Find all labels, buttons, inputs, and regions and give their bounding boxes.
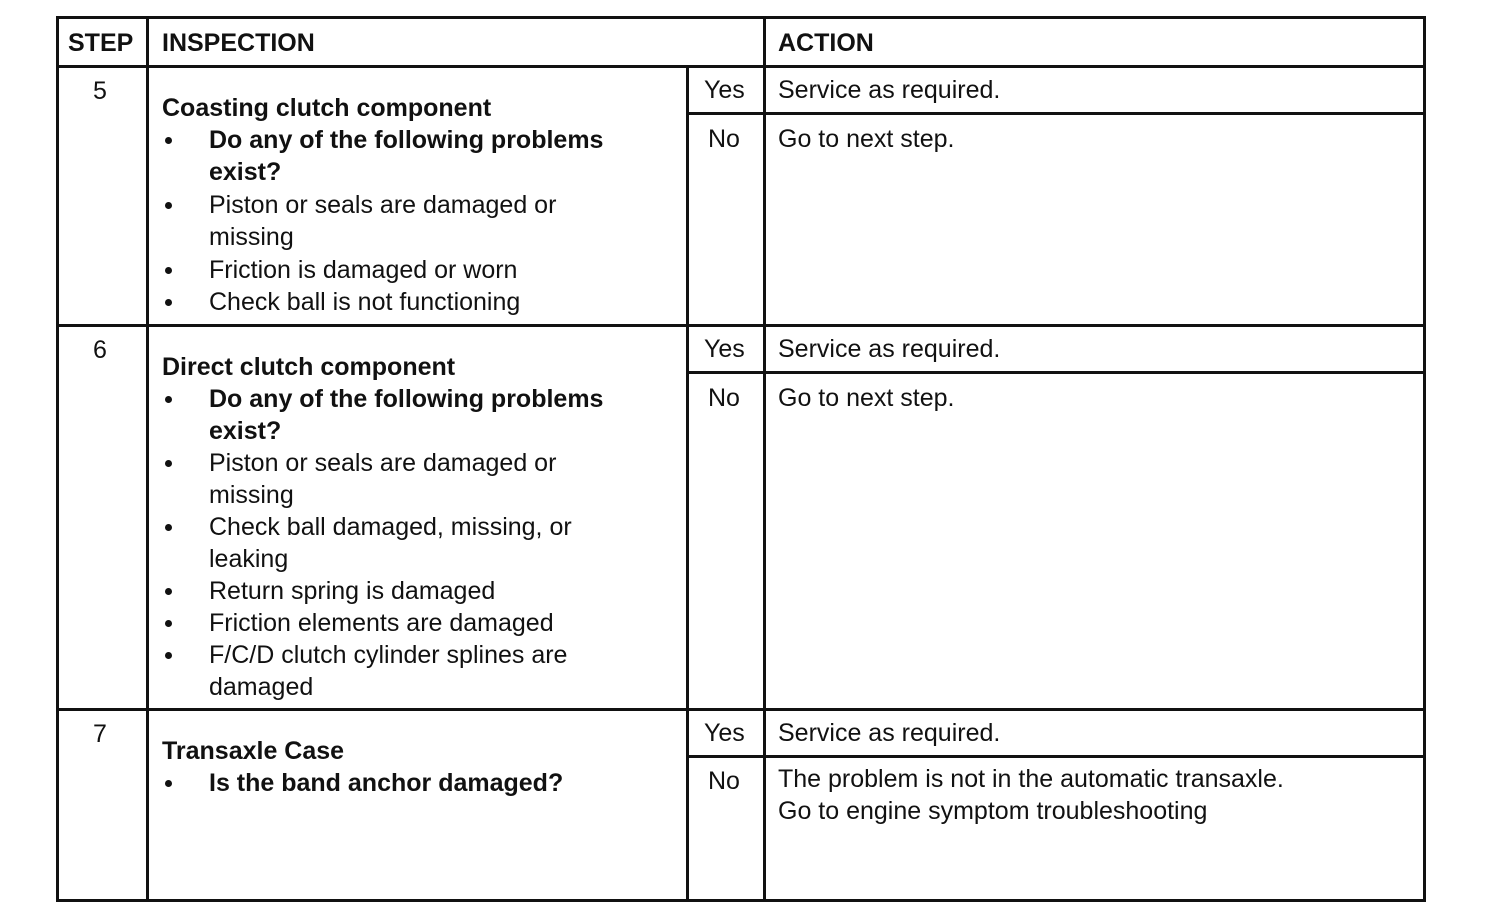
table-border-top — [56, 16, 1426, 19]
header-action: ACTION — [778, 29, 874, 57]
inspection-item: Piston or seals are damaged or — [209, 449, 557, 477]
bullet-icon — [165, 396, 172, 403]
divider-step-6-7 — [56, 708, 1426, 711]
no-label: No — [708, 125, 740, 153]
divider-step-5-6 — [56, 324, 1426, 327]
divider-yes-no-7 — [686, 755, 1426, 758]
inspection-item-cont: missing — [209, 223, 294, 251]
divider-action-column — [763, 16, 766, 902]
divider-step-column — [146, 16, 149, 902]
no-label: No — [708, 767, 740, 795]
bullet-icon — [165, 137, 172, 144]
inspection-question-cont: exist? — [209, 158, 282, 186]
bullet-icon — [165, 652, 172, 659]
bullet-icon — [165, 267, 172, 274]
inspection-title: Transaxle Case — [162, 737, 345, 765]
bullet-icon — [165, 620, 172, 627]
no-action: Go to next step. — [778, 125, 955, 153]
inspection-question: Do any of the following problems — [209, 385, 604, 413]
inspection-item: Friction is damaged or worn — [209, 256, 518, 284]
table-border-left — [56, 16, 59, 902]
inspection-item: Piston or seals are damaged or — [209, 191, 557, 219]
inspection-question: Is the band anchor damaged? — [209, 769, 564, 797]
inspection-item: F/C/D clutch cylinder splines are — [209, 641, 568, 669]
no-action-cont: Go to engine symptom troubleshooting — [778, 797, 1208, 825]
inspection-item: Friction elements are damaged — [209, 609, 554, 637]
table-border-bottom — [56, 899, 1426, 902]
yes-action: Service as required. — [778, 76, 1001, 104]
yes-action: Service as required. — [778, 335, 1001, 363]
yes-label: Yes — [704, 76, 745, 104]
no-action: Go to next step. — [778, 384, 955, 412]
bullet-icon — [165, 524, 172, 531]
inspection-title: Direct clutch component — [162, 353, 456, 381]
bullet-icon — [165, 460, 172, 467]
table-border-right — [1423, 16, 1426, 902]
header-divider — [56, 65, 1426, 68]
yes-label: Yes — [704, 719, 745, 747]
header-step: STEP — [68, 29, 134, 57]
bullet-icon — [165, 588, 172, 595]
inspection-question: Do any of the following problems — [209, 126, 604, 154]
divider-yes-no-6 — [686, 371, 1426, 374]
header-inspection: INSPECTION — [162, 29, 315, 57]
divider-yesno-column — [686, 65, 689, 902]
bullet-icon — [165, 202, 172, 209]
troubleshooting-table — [56, 16, 1426, 902]
step-number: 6 — [93, 336, 107, 364]
divider-yes-no-5 — [686, 112, 1426, 115]
inspection-question-cont: exist? — [209, 417, 282, 445]
inspection-title: Coasting clutch component — [162, 94, 492, 122]
inspection-item-cont: damaged — [209, 673, 314, 701]
step-number: 7 — [93, 720, 107, 748]
bullet-icon — [165, 299, 172, 306]
inspection-item: Return spring is damaged — [209, 577, 496, 605]
no-label: No — [708, 384, 740, 412]
inspection-item: Check ball damaged, missing, or — [209, 513, 572, 541]
bullet-icon — [165, 780, 172, 787]
yes-label: Yes — [704, 335, 745, 363]
inspection-item-cont: leaking — [209, 545, 289, 573]
inspection-item-cont: missing — [209, 481, 294, 509]
no-action: The problem is not in the automatic transaxle. — [778, 765, 1284, 793]
inspection-item: Check ball is not functioning — [209, 288, 521, 316]
yes-action: Service as required. — [778, 719, 1001, 747]
step-number: 5 — [93, 77, 107, 105]
